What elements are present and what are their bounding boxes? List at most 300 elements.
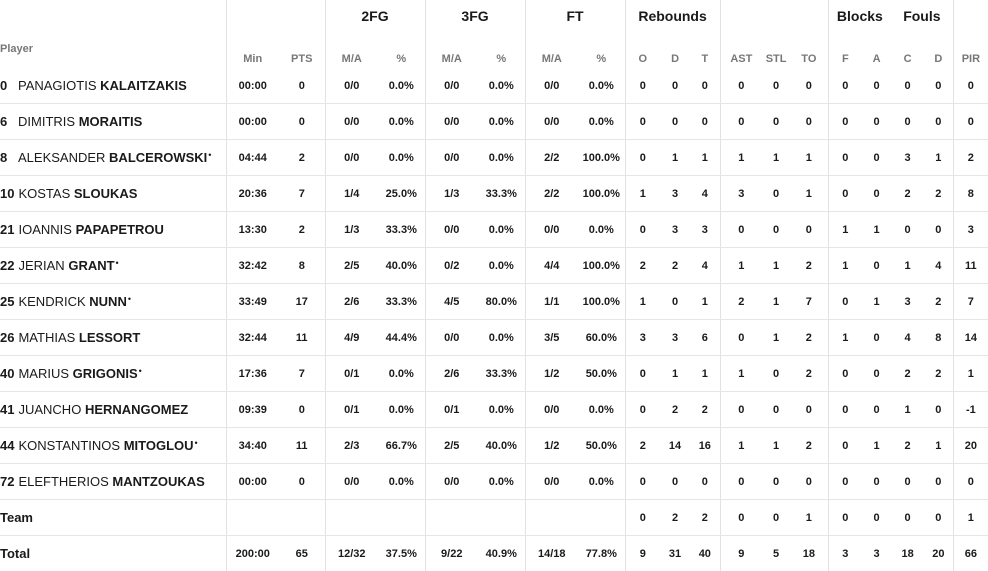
stat-to: 0 bbox=[790, 392, 828, 428]
stat-fg3-pct: 0.0% bbox=[478, 68, 525, 104]
player-last-name[interactable]: LESSORT bbox=[79, 330, 140, 345]
stat-pir: 14 bbox=[953, 320, 988, 356]
player-first-name[interactable]: KENDRICK bbox=[18, 294, 85, 309]
column-header-ft-pct[interactable]: % bbox=[578, 31, 625, 68]
stat-f: 0 bbox=[828, 356, 862, 392]
stat-fg3-pct: 40.0% bbox=[478, 428, 525, 464]
stat-ft-pct: 50.0% bbox=[578, 356, 625, 392]
column-header-reb-o[interactable]: O bbox=[625, 31, 660, 68]
stat-fg3-ma: 9/22 bbox=[425, 536, 478, 571]
stat-ast: 1 bbox=[720, 356, 762, 392]
stat-ft-ma: 0/0 bbox=[525, 464, 578, 500]
stat-fg2-pct: 0.0% bbox=[378, 464, 425, 500]
player-first-name[interactable]: PANAGIOTIS bbox=[18, 78, 97, 93]
stat-d: 3 bbox=[660, 212, 690, 248]
stat-a: 0 bbox=[862, 68, 891, 104]
stat-fg3-ma: 4/5 bbox=[425, 284, 478, 320]
stat-stl: 1 bbox=[762, 248, 790, 284]
stat-to: 1 bbox=[790, 500, 828, 536]
stat-d: 2 bbox=[660, 500, 690, 536]
column-header-blk-a[interactable]: A bbox=[862, 31, 891, 68]
column-header-ast[interactable]: AST bbox=[720, 31, 762, 68]
player-cell bbox=[0, 176, 226, 212]
stat-to: 2 bbox=[790, 248, 828, 284]
group-header-fouls: Fouls bbox=[891, 0, 953, 31]
stat-a: 0 bbox=[862, 104, 891, 140]
player-cell bbox=[0, 464, 226, 500]
column-header-ft-ma[interactable]: M/A bbox=[525, 31, 578, 68]
stat-c: 3 bbox=[891, 284, 924, 320]
stat-fg2-ma: 2/5 bbox=[325, 248, 378, 284]
stat-f: 1 bbox=[828, 248, 862, 284]
stat-pts: 2 bbox=[279, 212, 325, 248]
stat-fg3-ma: 0/0 bbox=[425, 212, 478, 248]
column-header-2fg-ma[interactable]: M/A bbox=[325, 31, 378, 68]
column-header-2fg-pct[interactable]: % bbox=[378, 31, 425, 68]
stat-fg2-ma: 12/32 bbox=[325, 536, 378, 571]
stat-min: 00:00 bbox=[226, 104, 279, 140]
stat-pir: 3 bbox=[953, 212, 988, 248]
stat-a: 0 bbox=[862, 140, 891, 176]
stat-ft-ma bbox=[525, 500, 578, 536]
stat-ft-ma: 0/0 bbox=[525, 392, 578, 428]
stat-f: 0 bbox=[828, 284, 862, 320]
player-number: 10 bbox=[0, 186, 14, 201]
stat-fg3-ma: 1/3 bbox=[425, 176, 478, 212]
stat-o: 3 bbox=[625, 320, 660, 356]
stat-fg3-pct: 33.3% bbox=[478, 176, 525, 212]
stat-a: 0 bbox=[862, 320, 891, 356]
stat-min: 13:30 bbox=[226, 212, 279, 248]
box-score-body bbox=[0, 68, 988, 571]
stat-ft-pct: 0.0% bbox=[578, 464, 625, 500]
player-number: 21 bbox=[0, 222, 14, 237]
stat-pts: 17 bbox=[279, 284, 325, 320]
stat-fg3-ma: 0/2 bbox=[425, 248, 478, 284]
player-last-name[interactable]: PAPAPETROU bbox=[76, 222, 164, 237]
stat-ft-pct: 100.0% bbox=[578, 140, 625, 176]
stat-o: 0 bbox=[625, 500, 660, 536]
stat-fg2-ma: 2/6 bbox=[325, 284, 378, 320]
stat-fg3-pct: 0.0% bbox=[478, 392, 525, 428]
stat-pir: 1 bbox=[953, 356, 988, 392]
stat-fg3-pct: 0.0% bbox=[478, 320, 525, 356]
stat-fg2-pct: 0.0% bbox=[378, 140, 425, 176]
player-last-name[interactable]: HERNANGOMEZ bbox=[85, 402, 188, 417]
stat-f: 0 bbox=[828, 68, 862, 104]
stat-min: 17:36 bbox=[226, 356, 279, 392]
stat-stl: 1 bbox=[762, 320, 790, 356]
stat-d: 0 bbox=[660, 464, 690, 500]
stat-d: 0 bbox=[660, 104, 690, 140]
player-last-name[interactable]: KALAITZAKIS bbox=[100, 78, 187, 93]
stat-min: 20:36 bbox=[226, 176, 279, 212]
stat-fg3-ma: 0/0 bbox=[425, 320, 478, 356]
stat-a: 0 bbox=[862, 356, 891, 392]
stat-c: 0 bbox=[891, 500, 924, 536]
stat-a: 0 bbox=[862, 392, 891, 428]
stat-fg2-ma bbox=[325, 500, 378, 536]
stat-t: 0 bbox=[690, 104, 720, 140]
player-cell bbox=[0, 428, 226, 464]
stat-fg3-ma: 2/6 bbox=[425, 356, 478, 392]
stat-dd: 2 bbox=[924, 284, 953, 320]
column-header-reb-d[interactable]: D bbox=[660, 31, 690, 68]
stat-to: 1 bbox=[790, 140, 828, 176]
group-header-2fg: 2FG bbox=[325, 0, 425, 31]
player-cell bbox=[0, 356, 226, 392]
column-header-pts[interactable]: PTS bbox=[279, 31, 325, 68]
stat-ft-pct: 0.0% bbox=[578, 104, 625, 140]
stat-pir: 0 bbox=[953, 104, 988, 140]
player-last-name[interactable]: MANTZOUKAS bbox=[112, 474, 204, 489]
stat-t: 2 bbox=[690, 500, 720, 536]
stat-to: 0 bbox=[790, 212, 828, 248]
player-number: 6 bbox=[0, 114, 14, 129]
player-last-name[interactable]: GRANT bbox=[68, 258, 114, 273]
player-number: 41 bbox=[0, 402, 14, 417]
stat-ft-ma: 1/2 bbox=[525, 428, 578, 464]
table-row bbox=[0, 356, 988, 392]
stat-min: 32:42 bbox=[226, 248, 279, 284]
player-last-name[interactable]: MORAITIS bbox=[79, 114, 143, 129]
stat-ft-pct: 0.0% bbox=[578, 68, 625, 104]
column-header-player[interactable]: Player bbox=[0, 31, 226, 68]
player-first-name[interactable]: KONSTANTINOS bbox=[18, 438, 120, 453]
stat-dd: 1 bbox=[924, 140, 953, 176]
stat-d: 3 bbox=[660, 176, 690, 212]
stat-c: 18 bbox=[891, 536, 924, 571]
stat-a: 0 bbox=[862, 500, 891, 536]
player-last-name[interactable]: MITOGLOU bbox=[124, 438, 194, 453]
stat-dd: 2 bbox=[924, 356, 953, 392]
stat-d: 2 bbox=[660, 392, 690, 428]
stat-min: 34:40 bbox=[226, 428, 279, 464]
stat-pir: -1 bbox=[953, 392, 988, 428]
stat-pts: 11 bbox=[279, 320, 325, 356]
stat-ast: 0 bbox=[720, 320, 762, 356]
column-header-3fg-pct[interactable]: % bbox=[478, 31, 525, 68]
stat-fg2-ma: 0/0 bbox=[325, 140, 378, 176]
stat-fg2-pct: 0.0% bbox=[378, 104, 425, 140]
stat-fg2-ma: 0/0 bbox=[325, 464, 378, 500]
player-number: 72 bbox=[0, 474, 14, 489]
stat-dd: 20 bbox=[924, 536, 953, 571]
player-number: 25 bbox=[0, 294, 14, 309]
stat-fg2-ma: 0/0 bbox=[325, 104, 378, 140]
stat-to: 1 bbox=[790, 176, 828, 212]
stat-dd: 4 bbox=[924, 248, 953, 284]
stat-t: 40 bbox=[690, 536, 720, 571]
stat-o: 1 bbox=[625, 176, 660, 212]
stat-pir: 1 bbox=[953, 500, 988, 536]
player-last-name[interactable]: GRIGONIS bbox=[73, 366, 138, 381]
stat-d: 31 bbox=[660, 536, 690, 571]
stat-fg2-ma: 1/3 bbox=[325, 212, 378, 248]
player-number: 44 bbox=[0, 438, 14, 453]
stat-fg2-pct: 0.0% bbox=[378, 68, 425, 104]
stat-f: 0 bbox=[828, 392, 862, 428]
stat-ast: 1 bbox=[720, 428, 762, 464]
stat-ast: 0 bbox=[720, 392, 762, 428]
stat-ft-pct: 60.0% bbox=[578, 320, 625, 356]
stat-d: 2 bbox=[660, 248, 690, 284]
stat-stl: 0 bbox=[762, 212, 790, 248]
stat-f: 0 bbox=[828, 104, 862, 140]
stat-fg2-ma: 0/0 bbox=[325, 68, 378, 104]
stat-min: 33:49 bbox=[226, 284, 279, 320]
table-row bbox=[0, 392, 988, 428]
stat-a: 0 bbox=[862, 464, 891, 500]
stat-ft-ma: 14/18 bbox=[525, 536, 578, 571]
stat-ft-pct: 100.0% bbox=[578, 248, 625, 284]
stat-d: 1 bbox=[660, 356, 690, 392]
stat-o: 0 bbox=[625, 104, 660, 140]
stat-fg2-pct: 0.0% bbox=[378, 356, 425, 392]
stat-d: 0 bbox=[660, 68, 690, 104]
group-header-row bbox=[0, 0, 988, 31]
stat-ast: 0 bbox=[720, 212, 762, 248]
stat-t: 4 bbox=[690, 176, 720, 212]
table-row bbox=[0, 140, 988, 176]
stat-fg3-ma: 2/5 bbox=[425, 428, 478, 464]
player-cell bbox=[0, 320, 226, 356]
group-header-ft: FT bbox=[525, 0, 625, 31]
stat-pir: 8 bbox=[953, 176, 988, 212]
stat-f: 0 bbox=[828, 500, 862, 536]
stat-stl: 0 bbox=[762, 392, 790, 428]
stat-f: 1 bbox=[828, 320, 862, 356]
stat-pts: 11 bbox=[279, 428, 325, 464]
stat-ft-ma: 1/1 bbox=[525, 284, 578, 320]
group-header-blocks: Blocks bbox=[828, 0, 891, 31]
stat-o: 0 bbox=[625, 392, 660, 428]
stat-pts: 7 bbox=[279, 176, 325, 212]
stat-pts: 2 bbox=[279, 140, 325, 176]
table-row bbox=[0, 176, 988, 212]
stat-c: 0 bbox=[891, 212, 924, 248]
stat-o: 0 bbox=[625, 140, 660, 176]
player-first-name[interactable]: JUANCHO bbox=[18, 402, 81, 417]
column-header-row bbox=[0, 31, 988, 68]
stat-f: 3 bbox=[828, 536, 862, 571]
stat-stl: 0 bbox=[762, 500, 790, 536]
stat-to: 2 bbox=[790, 356, 828, 392]
stat-ft-pct: 77.8% bbox=[578, 536, 625, 571]
table-row bbox=[0, 212, 988, 248]
stat-t: 1 bbox=[690, 140, 720, 176]
stat-o: 0 bbox=[625, 356, 660, 392]
stat-c: 4 bbox=[891, 320, 924, 356]
stat-o: 2 bbox=[625, 428, 660, 464]
stat-c: 2 bbox=[891, 176, 924, 212]
stat-t: 16 bbox=[690, 428, 720, 464]
team-row-label: Team bbox=[0, 500, 226, 536]
stat-fg3-pct: 0.0% bbox=[478, 212, 525, 248]
table-row bbox=[0, 464, 988, 500]
stat-ft-pct: 50.0% bbox=[578, 428, 625, 464]
player-cell bbox=[0, 392, 226, 428]
stat-ast: 0 bbox=[720, 500, 762, 536]
stat-fg3-pct: 40.9% bbox=[478, 536, 525, 571]
stat-c: 0 bbox=[891, 464, 924, 500]
stat-pts bbox=[279, 500, 325, 536]
stat-ft-ma: 0/0 bbox=[525, 104, 578, 140]
stat-t: 4 bbox=[690, 248, 720, 284]
stat-fg2-pct: 40.0% bbox=[378, 248, 425, 284]
stat-to: 0 bbox=[790, 104, 828, 140]
stat-min: 200:00 bbox=[226, 536, 279, 571]
stat-c: 3 bbox=[891, 140, 924, 176]
stat-c: 1 bbox=[891, 392, 924, 428]
player-cell bbox=[0, 104, 226, 140]
stat-dd: 0 bbox=[924, 212, 953, 248]
stat-f: 0 bbox=[828, 176, 862, 212]
column-header-fouls-d[interactable]: D bbox=[924, 31, 953, 68]
stat-ast: 1 bbox=[720, 248, 762, 284]
table-row bbox=[0, 284, 988, 320]
stat-f: 0 bbox=[828, 428, 862, 464]
stat-stl: 5 bbox=[762, 536, 790, 571]
stat-o: 0 bbox=[625, 464, 660, 500]
stat-fg2-pct: 33.3% bbox=[378, 284, 425, 320]
stat-fg2-pct: 33.3% bbox=[378, 212, 425, 248]
total-row-label: Total bbox=[0, 536, 226, 571]
column-header-reb-t[interactable]: T bbox=[690, 31, 720, 68]
starter-marker: • bbox=[139, 366, 142, 376]
player-first-name[interactable]: JERIAN bbox=[18, 258, 64, 273]
column-header-blk-f[interactable]: F bbox=[828, 31, 862, 68]
stat-stl: 0 bbox=[762, 356, 790, 392]
stat-t: 0 bbox=[690, 68, 720, 104]
stat-min bbox=[226, 500, 279, 536]
stat-fg2-ma: 1/4 bbox=[325, 176, 378, 212]
column-header-fouls-c[interactable]: C bbox=[891, 31, 924, 68]
stat-min: 32:44 bbox=[226, 320, 279, 356]
stat-dd: 0 bbox=[924, 104, 953, 140]
player-first-name[interactable]: KOSTAS bbox=[18, 186, 70, 201]
stat-t: 0 bbox=[690, 464, 720, 500]
stat-fg2-ma: 0/1 bbox=[325, 392, 378, 428]
stat-fg3-pct: 80.0% bbox=[478, 284, 525, 320]
stat-ft-ma: 2/2 bbox=[525, 140, 578, 176]
stat-d: 3 bbox=[660, 320, 690, 356]
player-first-name[interactable]: IOANNIS bbox=[18, 222, 71, 237]
stat-ast: 3 bbox=[720, 176, 762, 212]
stat-dd: 1 bbox=[924, 428, 953, 464]
player-first-name[interactable]: MATHIAS bbox=[18, 330, 75, 345]
stat-ast: 0 bbox=[720, 464, 762, 500]
stat-c: 2 bbox=[891, 356, 924, 392]
stat-t: 1 bbox=[690, 356, 720, 392]
player-last-name[interactable]: NUNN bbox=[89, 294, 127, 309]
stat-dd: 8 bbox=[924, 320, 953, 356]
stat-t: 1 bbox=[690, 284, 720, 320]
stat-a: 1 bbox=[862, 428, 891, 464]
stat-pts: 0 bbox=[279, 392, 325, 428]
group-header-3fg: 3FG bbox=[425, 0, 525, 31]
stat-to: 0 bbox=[790, 68, 828, 104]
group-header-pir bbox=[953, 0, 988, 31]
stat-fg3-pct: 33.3% bbox=[478, 356, 525, 392]
stat-d: 14 bbox=[660, 428, 690, 464]
group-header-player bbox=[0, 0, 226, 31]
column-header-3fg-ma[interactable]: M/A bbox=[425, 31, 478, 68]
stat-ft-ma: 4/4 bbox=[525, 248, 578, 284]
stat-o: 0 bbox=[625, 68, 660, 104]
stat-fg3-ma: 0/0 bbox=[425, 140, 478, 176]
player-first-name[interactable]: ELEFTHERIOS bbox=[18, 474, 108, 489]
group-header-general bbox=[226, 0, 325, 31]
stat-ast: 0 bbox=[720, 104, 762, 140]
stat-fg3-pct bbox=[478, 500, 525, 536]
stat-ft-ma: 0/0 bbox=[525, 212, 578, 248]
stat-pir: 66 bbox=[953, 536, 988, 571]
stat-t: 6 bbox=[690, 320, 720, 356]
stat-dd: 2 bbox=[924, 176, 953, 212]
player-first-name[interactable]: ALEKSANDER bbox=[18, 150, 105, 165]
team-row bbox=[0, 500, 988, 536]
player-last-name[interactable]: BALCEROWSKI bbox=[109, 150, 207, 165]
stat-pir: 0 bbox=[953, 464, 988, 500]
table-row bbox=[0, 248, 988, 284]
stat-min: 09:39 bbox=[226, 392, 279, 428]
stat-pir: 0 bbox=[953, 68, 988, 104]
group-header-rebounds: Rebounds bbox=[625, 0, 720, 31]
stat-fg3-pct: 0.0% bbox=[478, 104, 525, 140]
stat-fg3-ma: 0/0 bbox=[425, 68, 478, 104]
column-header-pir[interactable]: PIR bbox=[953, 31, 988, 68]
stat-dd: 0 bbox=[924, 464, 953, 500]
stat-f: 0 bbox=[828, 140, 862, 176]
player-first-name[interactable]: DIMITRIS bbox=[18, 114, 75, 129]
player-number: 0 bbox=[0, 78, 14, 93]
stat-fg3-pct: 0.0% bbox=[478, 248, 525, 284]
stat-pir: 11 bbox=[953, 248, 988, 284]
stat-stl: 0 bbox=[762, 68, 790, 104]
stat-fg2-pct bbox=[378, 500, 425, 536]
stat-fg3-pct: 0.0% bbox=[478, 464, 525, 500]
stat-fg2-ma: 0/1 bbox=[325, 356, 378, 392]
stat-ft-ma: 2/2 bbox=[525, 176, 578, 212]
table-row bbox=[0, 428, 988, 464]
stat-t: 2 bbox=[690, 392, 720, 428]
stat-a: 3 bbox=[862, 536, 891, 571]
stat-f: 1 bbox=[828, 212, 862, 248]
stat-fg3-ma: 0/0 bbox=[425, 104, 478, 140]
table-row bbox=[0, 320, 988, 356]
stat-min: 04:44 bbox=[226, 140, 279, 176]
player-cell bbox=[0, 248, 226, 284]
stat-fg2-pct: 25.0% bbox=[378, 176, 425, 212]
column-header-to[interactable]: TO bbox=[790, 31, 828, 68]
stat-ft-pct: 0.0% bbox=[578, 392, 625, 428]
player-cell bbox=[0, 68, 226, 104]
stat-fg2-pct: 0.0% bbox=[378, 392, 425, 428]
column-header-stl[interactable]: STL bbox=[762, 31, 790, 68]
stat-pts: 0 bbox=[279, 68, 325, 104]
stat-min: 00:00 bbox=[226, 68, 279, 104]
table-row bbox=[0, 68, 988, 104]
player-number: 22 bbox=[0, 258, 14, 273]
starter-marker: • bbox=[208, 150, 211, 160]
stat-to: 2 bbox=[790, 320, 828, 356]
stat-dd: 0 bbox=[924, 500, 953, 536]
player-first-name[interactable]: MARIUS bbox=[18, 366, 69, 381]
player-last-name[interactable]: SLOUKAS bbox=[74, 186, 138, 201]
column-header-min[interactable]: Min bbox=[226, 31, 279, 68]
stat-a: 1 bbox=[862, 284, 891, 320]
